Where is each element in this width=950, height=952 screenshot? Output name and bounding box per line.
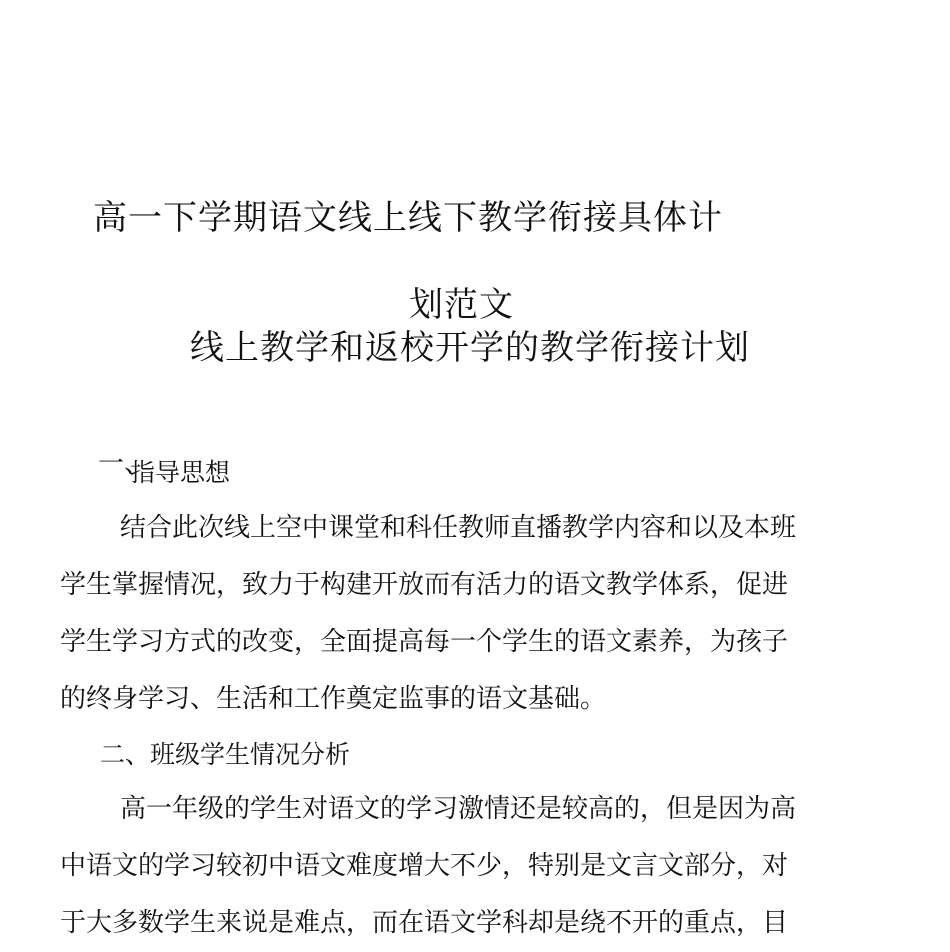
paragraph-line: 学生学习方式的改变，全面提高每一个学生的语文素养，为孩子 [60,627,789,657]
section-1-paragraph [60,500,890,728]
paragraph-line: 的终身学习、生活和工作奠定监事的语文基础。 [60,684,607,714]
section-2-heading: 二、班级学生情况分析 [100,740,351,769]
section-1-heading: 指导思想 [130,458,231,487]
paragraph-line: 结合此次线上空中课堂和科任教师直播教学内容和以及本班 [120,513,797,543]
section-1-number: 一、 [98,449,151,479]
document-title-line-2: 划范文 [409,285,514,325]
paragraph-line: 中语文的学习较初中语文难度增大不少，特别是文言文部分，对 [60,851,789,881]
section-2-paragraph [60,781,890,952]
document-subtitle: 线上教学和返校开学的教学衔接计划 [190,328,750,368]
paragraph-line: 于大多数学生来说是难点，而在语文学科却是绕不开的重点，目 [60,908,789,938]
paragraph-line: 高一年级的学生对语文的学习激情还是较高的，但是因为高 [120,794,797,824]
document-title-line-1: 高一下学期语文线上线下教学衔接具体计 [93,198,723,238]
paragraph-line: 学生掌握情况，致力于构建开放而有活力的语文教学体系，促进 [60,570,789,600]
